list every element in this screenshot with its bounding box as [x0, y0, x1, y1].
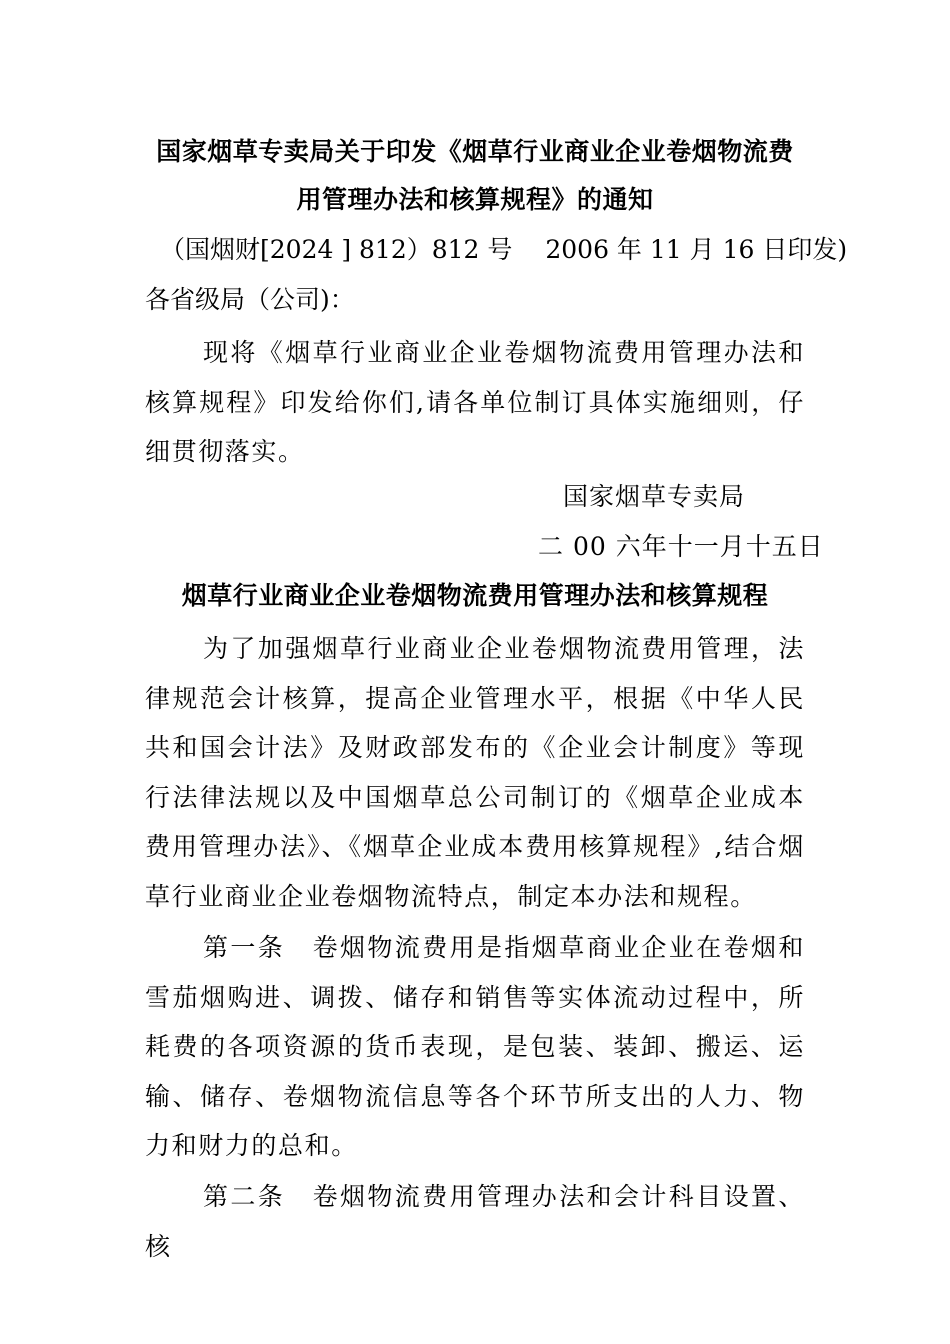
- article-1-paragraph: 第一条 卷烟物流费用是指烟草商业企业在卷烟和雪茄烟购进、调拨、储存和销售等实体流动过程中，所耗费的各项资源的货币表现，是包装、装卸、搬运、运输、储存、卷烟物流信息等各个环节所支出的人力、物力和财力的总和。: [145, 933, 805, 1160]
- signature-date: 二 00 六年十一月十五日: [538, 532, 824, 561]
- document-number: （国烟财[2024 ] 812）812 号 2006 年 11 月 16 日印发): [160, 235, 848, 264]
- regulation-title: 烟草行业商业企业卷烟物流费用管理办法和核算规程: [181, 581, 769, 610]
- addressee: 各省级局（公司)：: [145, 285, 355, 314]
- notice-paragraph: 现将《烟草行业商业企业卷烟物流费用管理办法和核算规程》印发给你们,请各单位制订具体实施细则，仔细贯彻落实。: [145, 338, 805, 466]
- signature-organization: 国家烟草专卖局: [563, 482, 746, 511]
- article-2-paragraph: 第二条 卷烟物流费用管理办法和会计科目设置、核: [145, 1182, 805, 1261]
- preamble-paragraph: 为了加强烟草行业商业企业卷烟物流费用管理，法律规范会计核算，提高企业管理水平，根据《中华人民共和国会计法》及财政部发布的《企业会计制度》等现行法律法规以及中国烟草总公司制订的《烟草企业成本费用管理办法》、《烟草企业成本费用核算规程》,结合烟草行业商业企业卷烟物流特点，制定本办法和规程。: [145, 634, 805, 911]
- notice-title-line-2: 用管理办法和核算规程》的通知: [296, 185, 654, 214]
- notice-title-line-1: 国家烟草专卖局关于印发《烟草行业商业企业卷烟物流费: [156, 137, 794, 166]
